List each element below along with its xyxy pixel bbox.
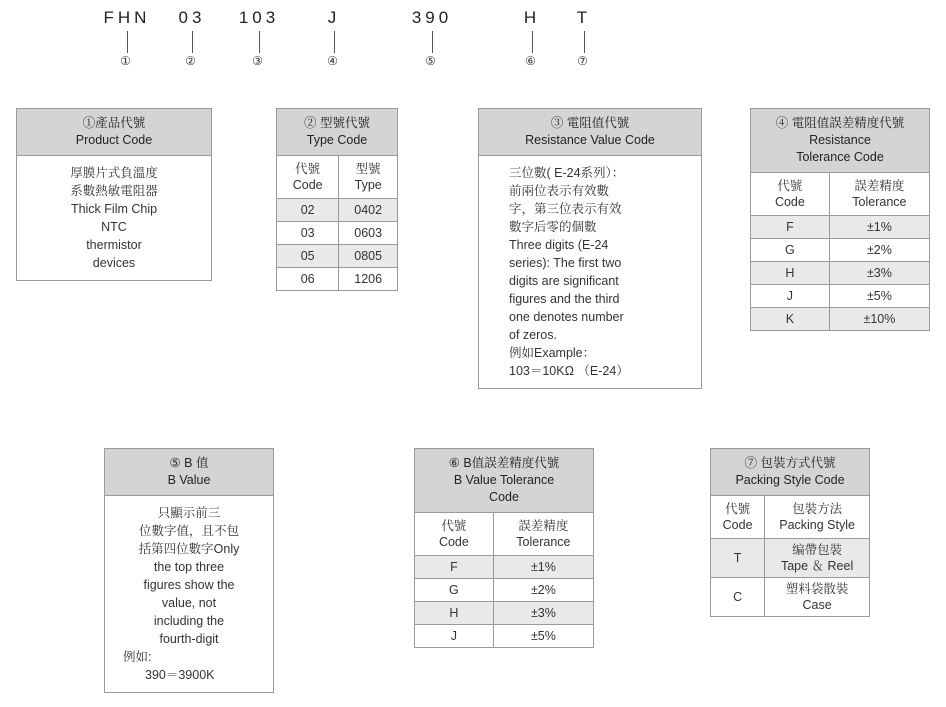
b-value-line: fourth-digit: [159, 632, 219, 646]
part-number-row: [0, 8, 946, 88]
cell-code: C: [711, 578, 765, 617]
col-label-en: Type: [354, 178, 382, 192]
table-row: [277, 199, 397, 222]
bvtc-col-tolerance: [493, 513, 593, 556]
rtc-col-tolerance: [829, 173, 929, 216]
packing-col-code: [711, 496, 765, 539]
cell-code: G: [751, 239, 829, 262]
cell-tolerance: ±2%: [829, 239, 929, 262]
rvc-line: 103＝10KΩ （E-24）: [509, 364, 629, 378]
table-row: [751, 216, 929, 239]
packing-col-style: [765, 496, 869, 539]
cell-tolerance: ±3%: [829, 262, 929, 285]
rvc-line: Three digits (E-24: [509, 238, 609, 252]
rvc-line: 數字后零的個數: [509, 220, 597, 234]
cell-code: G: [415, 579, 493, 602]
table-header-row: [415, 513, 593, 556]
cell-tolerance: ±10%: [829, 308, 929, 331]
table-row: [751, 239, 929, 262]
bvtc-col-code: [415, 513, 493, 556]
segment-marker: ⑦: [577, 54, 591, 68]
cell-tolerance: ±2%: [493, 579, 593, 602]
rtc-header-en-2: Tolerance Code: [796, 150, 884, 164]
b-value-line: 例如:: [123, 650, 152, 664]
b-value-header-en: B Value: [167, 473, 211, 487]
col-label-en: Packing Style: [779, 518, 855, 532]
b-value-line: figures show the: [143, 578, 235, 592]
col-label-cn: 誤差精度: [854, 179, 905, 193]
cell-style-en: Tape ＆ Reel: [780, 559, 854, 573]
packing-style-code-box: [710, 448, 870, 617]
segment-marker: ⑥: [525, 54, 539, 68]
resistance-value-code-box: [478, 108, 702, 389]
b-value-line: 只顯示前三: [157, 506, 221, 520]
type-code-col-type: [339, 156, 397, 199]
b-value-body: [105, 496, 273, 692]
leader-line: [259, 31, 260, 53]
bvtc-header: [415, 449, 593, 513]
product-code-line: 厚膜片式負溫度: [70, 166, 158, 180]
part-number-segment: [562, 8, 606, 68]
cell-code: H: [751, 262, 829, 285]
rvc-line: 三位數( E-24系列）：: [509, 166, 625, 180]
product-code-line: thermistor: [86, 238, 142, 252]
part-number-segment: [90, 8, 164, 68]
part-number-chars: H: [523, 8, 541, 27]
cell-code: 06: [277, 268, 339, 291]
cell-style: [765, 539, 869, 578]
type-code-header: [277, 109, 397, 156]
cell-code: J: [415, 625, 493, 648]
resistance-tolerance-table: [751, 173, 929, 330]
product-code-line: NTC: [101, 220, 127, 234]
table-row: [277, 245, 397, 268]
leader-line: [127, 31, 128, 53]
segment-marker: ⑤: [425, 54, 439, 68]
cell-type: 0805: [339, 245, 397, 268]
segment-marker: ②: [185, 54, 199, 68]
rvc-line: one denotes number: [509, 310, 624, 324]
b-value-line: 括第四位數字Only: [138, 542, 240, 556]
table-row: [277, 222, 397, 245]
packing-style-table-wrap: [711, 496, 869, 616]
table-row: [415, 579, 593, 602]
table-row: [751, 262, 929, 285]
col-label-en: Tolerance: [516, 535, 571, 549]
packing-style-header: [711, 449, 869, 496]
product-code-line: Thick Film Chip: [70, 202, 158, 216]
cell-style-cn: 塑料袋散裝: [785, 582, 849, 596]
product-code-header-cn: ①產品代號: [82, 116, 146, 130]
b-value-line: the top three: [153, 560, 225, 574]
product-code-line: devices: [92, 256, 136, 270]
table-row: [711, 578, 869, 617]
col-label-cn: 代號: [777, 179, 803, 193]
bvtc-header-en-1: B Value Tolerance: [453, 473, 555, 487]
rvc-line: digits are significant: [509, 274, 619, 288]
cell-tolerance: ±3%: [493, 602, 593, 625]
b-value-line: value, not: [161, 596, 217, 610]
part-number-segment: [396, 8, 468, 68]
type-code-table: [277, 156, 397, 290]
cell-style-en: Case: [802, 598, 832, 612]
rtc-table-wrap: [751, 173, 929, 330]
product-code-header: [17, 109, 211, 156]
col-label-cn: 代號: [441, 519, 467, 533]
table-row: [277, 268, 397, 291]
packing-style-table: [711, 496, 869, 616]
packing-style-header-en: Packing Style Code: [735, 473, 845, 487]
table-row: [415, 602, 593, 625]
part-number-chars: 03: [178, 8, 206, 27]
rtc-header-en-1: Resistance: [809, 133, 871, 147]
table-row: [415, 556, 593, 579]
table-row: [711, 539, 869, 578]
b-value-header-cn: ⑤ B 值: [169, 456, 209, 470]
type-code-header-en: Type Code: [306, 133, 368, 147]
rvc-line: of zeros.: [509, 328, 557, 342]
b-value-line: 390＝3900K: [145, 668, 215, 682]
cell-tolerance: ±1%: [829, 216, 929, 239]
leader-line: [532, 31, 533, 53]
b-value-line: 位數字值，且不包: [138, 524, 239, 538]
bvtc-table-wrap: [415, 513, 593, 647]
resistance-value-code-header: [479, 109, 701, 156]
resistance-tolerance-code-box: [750, 108, 930, 331]
rtc-col-code: [751, 173, 829, 216]
type-code-table-wrap: [277, 156, 397, 290]
col-label-cn: 包裝方法: [792, 502, 843, 516]
leader-line: [432, 31, 433, 53]
col-label-en: Code: [722, 518, 753, 532]
leader-line: [584, 31, 585, 53]
part-number-chars: 103: [238, 8, 280, 27]
table-header-row: [277, 156, 397, 199]
col-label-cn: 型號: [355, 162, 381, 176]
rvc-line: 例如Example：: [509, 346, 596, 360]
product-code-body: [17, 156, 211, 280]
segment-marker: ③: [252, 54, 266, 68]
segment-marker: ④: [327, 54, 341, 68]
rvc-line: 前兩位表示有效數: [509, 184, 610, 198]
rvc-line: 字，第三位表示有效: [509, 202, 622, 216]
b-value-header: [105, 449, 273, 496]
cell-style-cn: 编帶包裝: [792, 543, 843, 557]
table-header-row: [751, 173, 929, 216]
cell-code: 03: [277, 222, 339, 245]
rvc-line: figures and the third: [509, 292, 620, 306]
b-value-tolerance-table: [415, 513, 593, 647]
col-label-en: Code: [438, 535, 469, 549]
col-label-en: Code: [774, 195, 805, 209]
cell-code: F: [751, 216, 829, 239]
cell-tolerance: ±1%: [493, 556, 593, 579]
rtc-header-cn: ④ 電阻值誤差精度代號: [775, 116, 905, 130]
segment-marker: ①: [120, 54, 134, 68]
col-label-en: Tolerance: [852, 195, 907, 209]
table-row: [415, 625, 593, 648]
cell-type: 1206: [339, 268, 397, 291]
table-row: [751, 285, 929, 308]
part-number-segment: [510, 8, 554, 68]
col-label-cn: 代號: [725, 502, 751, 516]
part-number-segment: [224, 8, 294, 68]
col-label-en: Code: [292, 178, 323, 192]
cell-code: H: [415, 602, 493, 625]
product-code-box: [16, 108, 212, 281]
part-number-chars: J: [327, 8, 341, 27]
col-label-cn: 代號: [295, 162, 321, 176]
packing-style-header-cn: ⑦ 包裝方式代號: [744, 456, 836, 470]
leader-line: [334, 31, 335, 53]
rvc-line: series): The first two: [509, 256, 622, 270]
part-number-segment: [168, 8, 216, 68]
cell-code: J: [751, 285, 829, 308]
cell-tolerance: ±5%: [493, 625, 593, 648]
part-number-chars: T: [576, 8, 592, 27]
leader-line: [192, 31, 193, 53]
resistance-value-code-header-en: Resistance Value Code: [525, 133, 655, 147]
product-code-header-en: Product Code: [75, 133, 153, 147]
type-code-col-code: [277, 156, 339, 199]
product-code-line: 系數熱敏電阻器: [70, 184, 158, 198]
cell-code: K: [751, 308, 829, 331]
resistance-tolerance-code-header: [751, 109, 929, 173]
type-code-header-cn: ② 型號代號: [304, 116, 370, 130]
cell-code: T: [711, 539, 765, 578]
cell-code: 02: [277, 199, 339, 222]
b-value-line: including the: [153, 614, 225, 628]
b-value-tolerance-code-box: [414, 448, 594, 648]
resistance-value-code-body: [479, 156, 701, 388]
part-number-chars: FHN: [103, 8, 151, 27]
bvtc-header-cn: ⑥ B值誤差精度代號: [448, 456, 560, 470]
cell-style: [765, 578, 869, 617]
table-row: [751, 308, 929, 331]
cell-type: 0402: [339, 199, 397, 222]
b-value-box: [104, 448, 274, 693]
bvtc-header-en-2: Code: [489, 490, 519, 504]
cell-tolerance: ±5%: [829, 285, 929, 308]
table-header-row: [711, 496, 869, 539]
resistance-value-code-header-cn: ③ 電阻值代號: [550, 116, 630, 130]
part-number-segment: [312, 8, 356, 68]
cell-code: 05: [277, 245, 339, 268]
cell-type: 0603: [339, 222, 397, 245]
cell-code: F: [415, 556, 493, 579]
type-code-box: [276, 108, 398, 291]
col-label-cn: 誤差精度: [518, 519, 569, 533]
part-number-chars: 390: [411, 8, 453, 27]
